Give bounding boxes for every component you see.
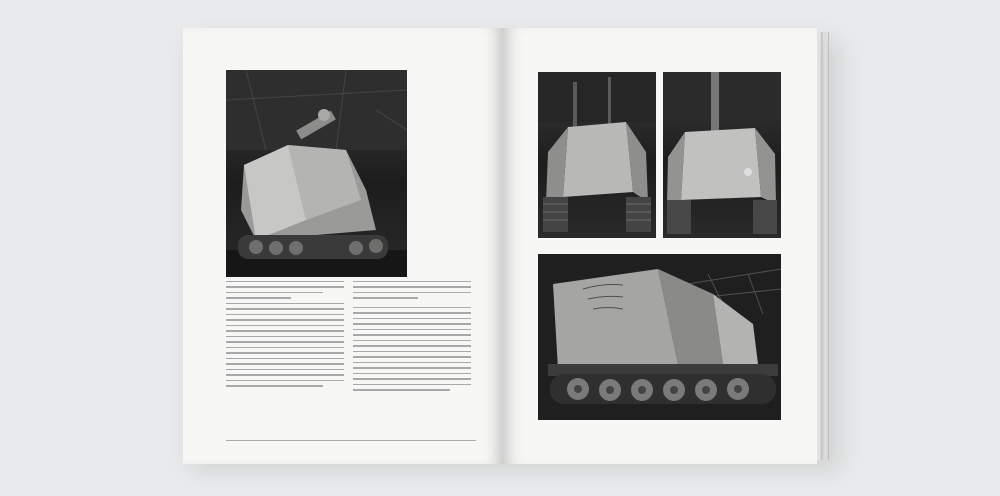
text-line: [353, 362, 471, 363]
text-column-left: [226, 281, 344, 391]
text-line: [226, 292, 323, 293]
text-line: [353, 334, 471, 335]
vehicle-illustration: [663, 72, 781, 238]
text-line: [226, 325, 344, 326]
text-line: [226, 308, 344, 309]
text-line: [226, 314, 344, 315]
vehicle-photo-front-alt: [663, 72, 781, 238]
vehicle-illustration: [538, 72, 656, 238]
text-line: [226, 319, 344, 320]
left-page: [183, 28, 503, 464]
vehicle-illustration: [538, 254, 781, 420]
text-column-right: [353, 281, 471, 395]
text-line: [353, 384, 471, 385]
text-line: [353, 292, 471, 293]
text-line: [353, 340, 471, 341]
text-line: [226, 385, 323, 386]
text-line: [226, 352, 344, 353]
text-line: [226, 303, 344, 304]
text-line: [353, 345, 471, 346]
text-line: [353, 297, 418, 298]
page-edge: [824, 32, 827, 460]
text-line: [226, 380, 344, 381]
footnote-rule: [226, 440, 476, 441]
text-line: [226, 369, 344, 370]
right-page: [503, 28, 817, 464]
text-line: [353, 351, 471, 352]
text-line: [226, 358, 344, 359]
text-line: [226, 374, 344, 375]
text-line: [353, 281, 471, 282]
vehicle-photo-front: [538, 72, 656, 238]
page-edge: [817, 32, 820, 460]
text-line: [353, 323, 471, 324]
text-line: [353, 307, 471, 308]
text-line: [353, 367, 471, 368]
text-line: [226, 341, 344, 342]
text-line: [353, 356, 471, 357]
text-line: [353, 329, 471, 330]
text-line: [353, 373, 471, 374]
text-line: [353, 389, 450, 390]
text-line: [353, 312, 471, 313]
text-line: [226, 281, 344, 282]
text-line: [353, 318, 471, 319]
text-line: [226, 286, 344, 287]
text-line: [226, 336, 344, 337]
tank-destroyer-photo: [226, 70, 407, 277]
text-line: [226, 330, 344, 331]
text-line: [226, 363, 344, 364]
page-edge: [821, 32, 823, 460]
page-edge: [828, 32, 829, 460]
text-line: [226, 297, 291, 298]
text-line: [226, 347, 344, 348]
vehicle-illustration: [226, 70, 407, 277]
text-line: [353, 286, 471, 287]
text-line: [353, 378, 471, 379]
vehicle-photo-side: [538, 254, 781, 420]
